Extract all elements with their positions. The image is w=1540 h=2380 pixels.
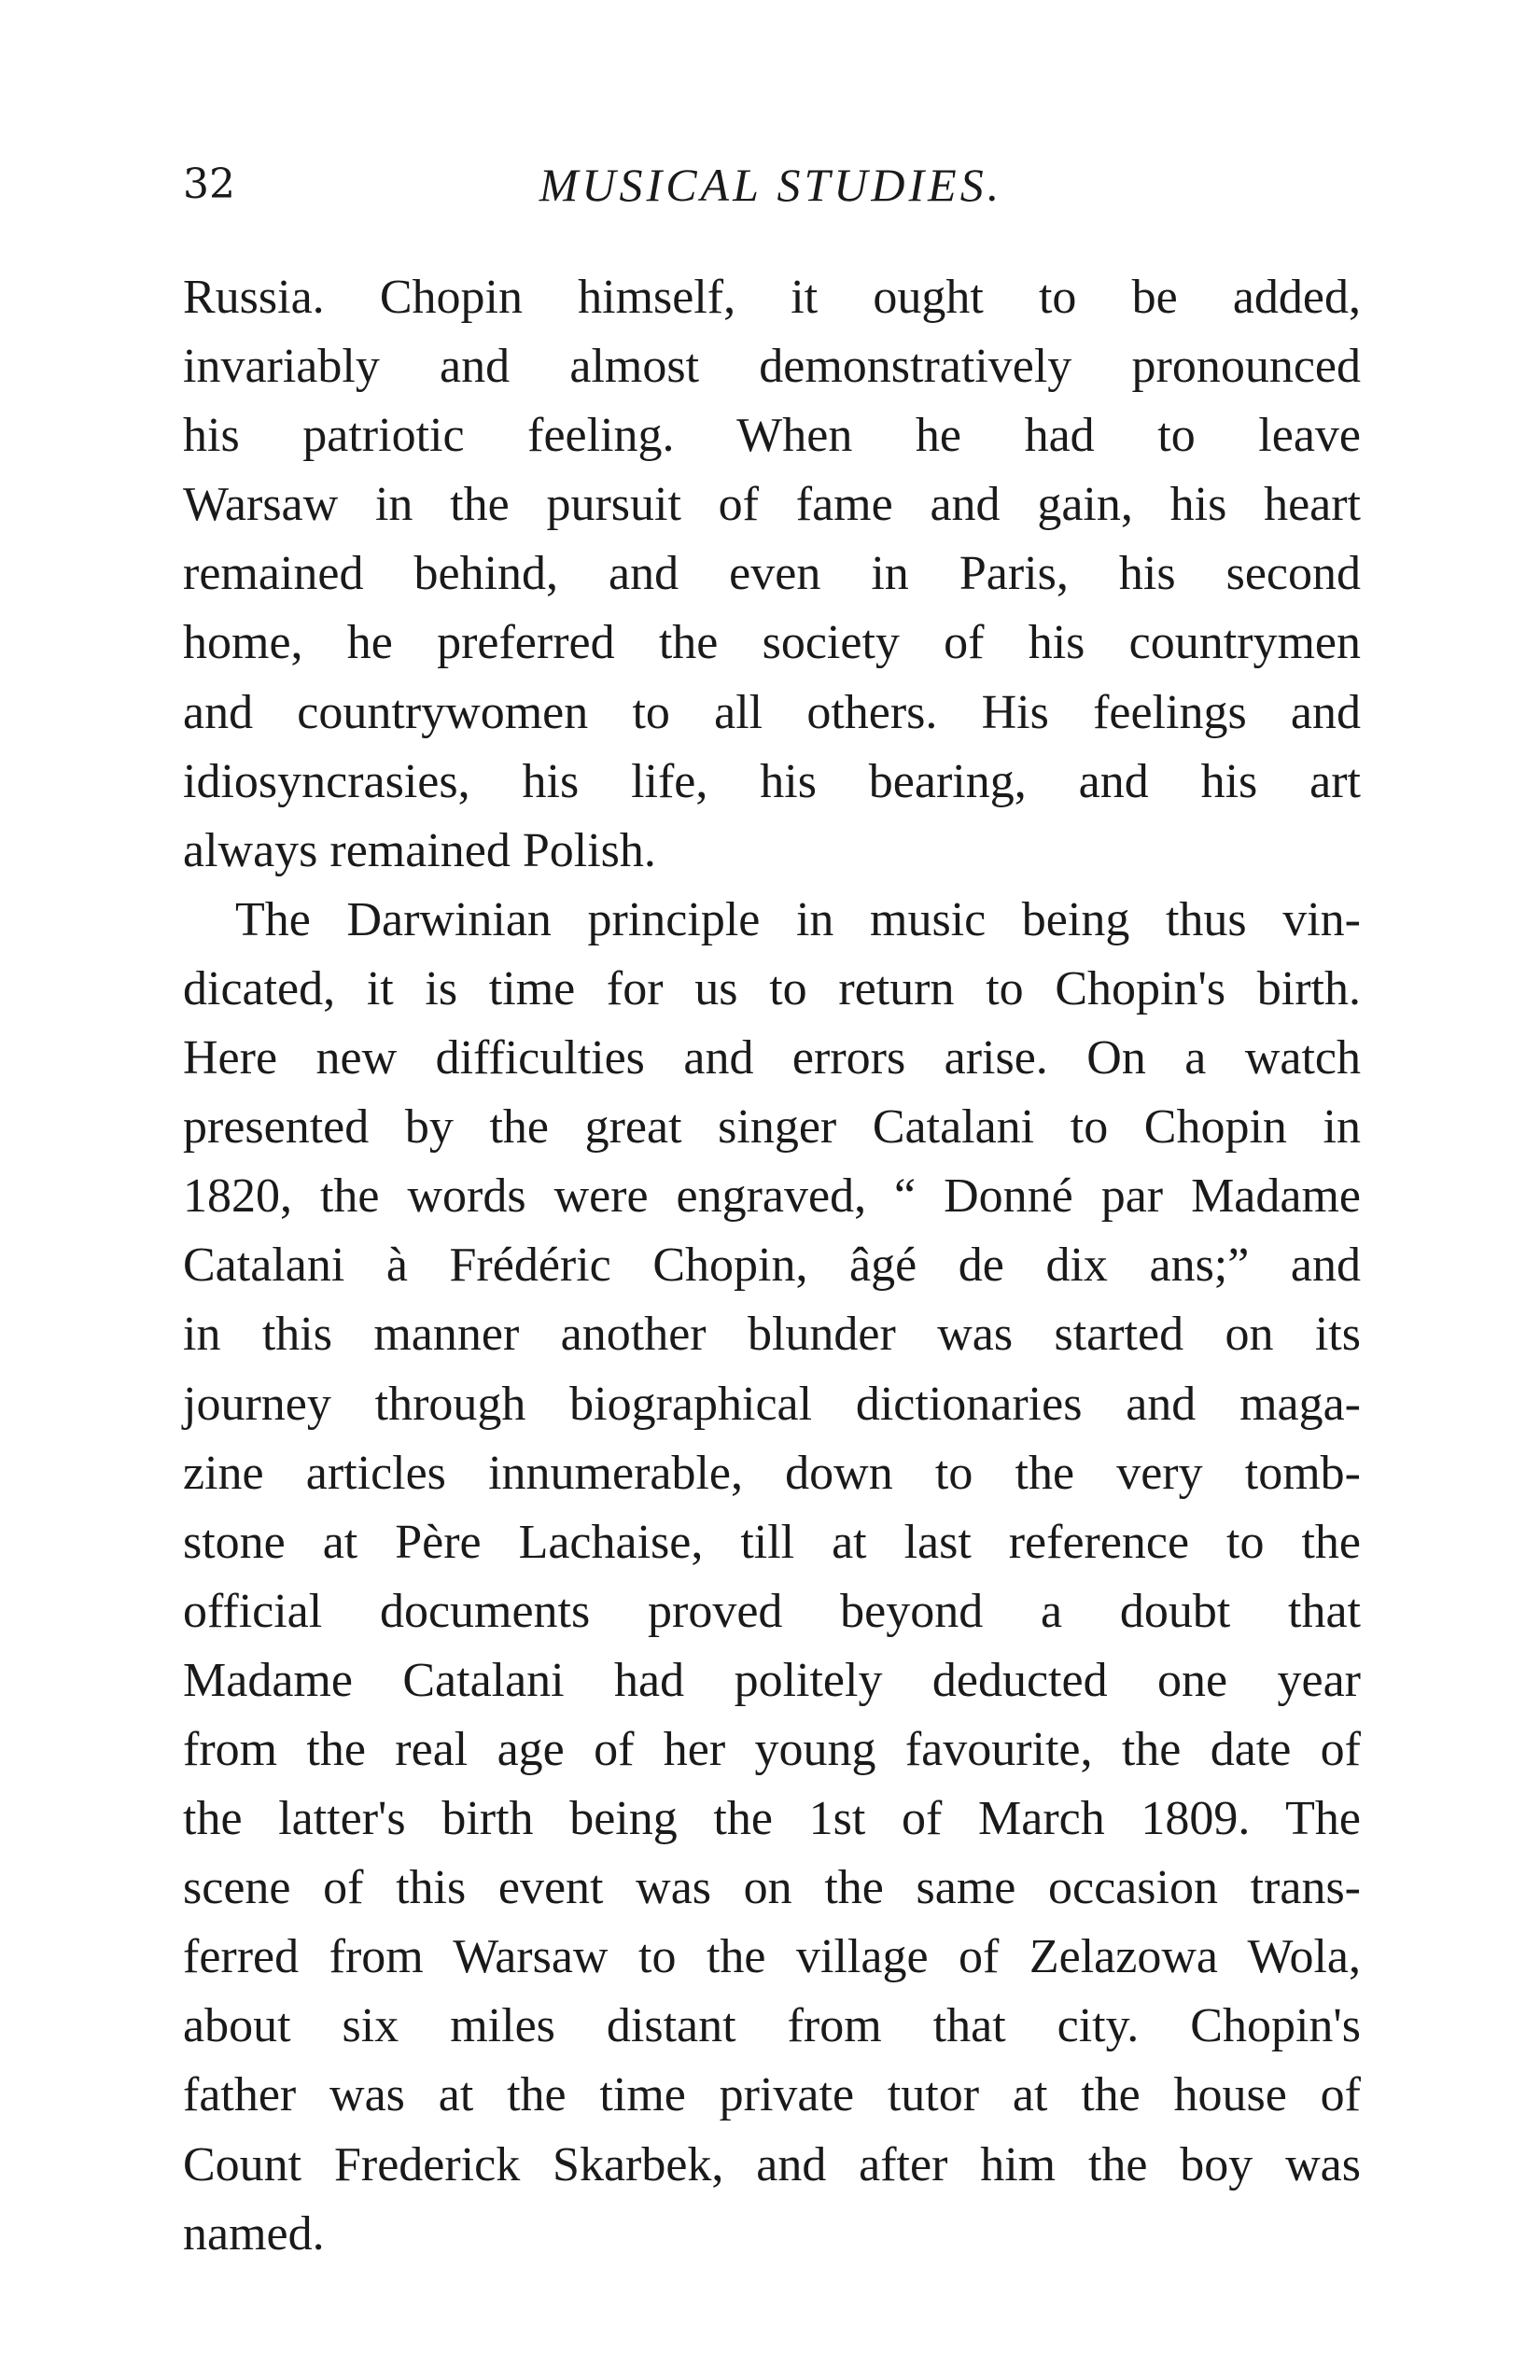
text-line: Warsaw in the pursuit of fame and gain, his heart (183, 478, 1361, 532)
text-line: named. (183, 2206, 325, 2261)
running-head: MUSICAL STUDIES. (539, 159, 1003, 211)
text-line: Catalani à Frédéric Chopin, âgé de dix ans;” and (183, 1239, 1361, 1293)
text-line: Russia. Chopin himself, it ought to be added, (183, 271, 1361, 324)
text-line: father was at the time private tutor at the house of (183, 2068, 1361, 2122)
text-line: from the real age of her young favourite, the date of (183, 1722, 1361, 1776)
text-line: The Darwinian principle in music being thus vin- (235, 892, 1361, 946)
text-line: Madame Catalani had politely deducted one year (183, 1653, 1361, 1707)
text-line: about six miles distant from that city. Chopin's (183, 1999, 1361, 2053)
text-line: Count Frederick Skarbek, and after him the boy was (183, 2137, 1361, 2191)
paragraph-2 (183, 886, 1361, 2269)
text-line: presented by the great singer Catalani to Chopin in (183, 1100, 1361, 1155)
text-line: invariably and almost demonstratively pronounced (183, 340, 1361, 394)
text-line: always remained Polish. (183, 823, 656, 877)
text-line: journey through biographical dictionaries and maga- (183, 1377, 1361, 1431)
text-line: scene of this event was on the same occasion trans- (183, 1861, 1361, 1915)
page-header (183, 157, 1359, 213)
text-line: in this manner another blunder was started on its (183, 1308, 1361, 1362)
text-line: home, he preferred the society of his countrymen (183, 616, 1361, 670)
text-line: 1820, the words were engraved, “ Donné par Madame (183, 1169, 1361, 1224)
text-line: zine articles innumerable, down to the very tomb- (183, 1446, 1361, 1500)
text-line: idiosyncrasies, his life, his bearing, and his art (183, 754, 1361, 808)
text-line: and countrywomen to all others. His feelings and (183, 685, 1361, 739)
text-line: his patriotic feeling. When he had to leave (183, 409, 1361, 463)
text-line: Here new difficulties and errors arise. On a watch (183, 1031, 1361, 1085)
body-text (183, 263, 1361, 2269)
text-line: stone at Père Lachaise, till at last reference to the (183, 1515, 1361, 1569)
text-line: official documents proved beyond a doubt that (183, 1584, 1361, 1638)
page-number: 32 (183, 161, 235, 208)
text-line: dicated, it is time for us to return to Chopin's birth. (183, 961, 1361, 1015)
text-line: ferred from Warsaw to the village of Zelazowa Wola, (183, 1930, 1361, 1984)
text-line: the latter's birth being the 1st of March 1809. The (183, 1792, 1361, 1846)
paragraph-1 (183, 263, 1361, 886)
text-line: remained behind, and even in Paris, his second (183, 547, 1361, 601)
